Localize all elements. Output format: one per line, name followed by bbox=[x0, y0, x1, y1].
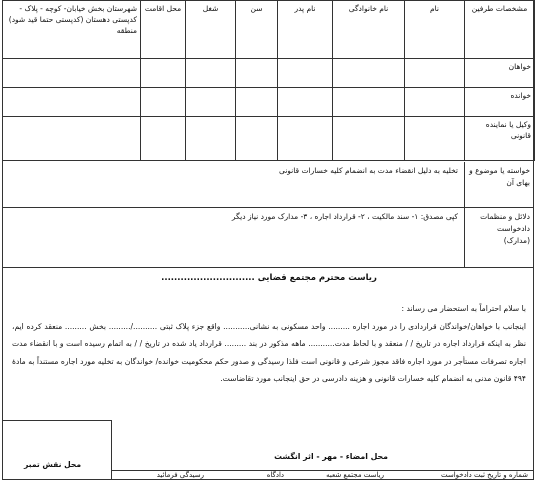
header-family: نام خانوادگی bbox=[333, 1, 405, 59]
request-section bbox=[2, 162, 534, 208]
registration-footer bbox=[112, 470, 534, 480]
plaintiff-family-cell[interactable] bbox=[333, 59, 405, 88]
evidence-label: دلائل و منظمات دادخواست (مدارک) bbox=[464, 208, 534, 267]
evidence-section bbox=[2, 208, 534, 268]
request-text[interactable]: تخلیه به دلیل انقضاء مدت به انضمام کلیه خسارات قانونی bbox=[278, 166, 458, 175]
header-job: شغل bbox=[186, 1, 236, 59]
agent-family-cell[interactable] bbox=[333, 117, 405, 161]
table-row bbox=[3, 117, 535, 161]
petition-body bbox=[12, 300, 526, 388]
parties-table bbox=[2, 0, 535, 161]
plaintiff-residence-cell[interactable] bbox=[141, 59, 186, 88]
defendant-family-cell[interactable] bbox=[333, 88, 405, 117]
header-age: سن bbox=[236, 1, 278, 59]
signature-label: محل امضاء - مهر - اثر انگشت bbox=[274, 452, 388, 461]
header-specs: مشخصات طرفین bbox=[465, 1, 535, 59]
footer-proceed: رسیدگی فرمائید bbox=[156, 471, 204, 479]
agent-residence-cell[interactable] bbox=[141, 117, 186, 161]
row-label-defendant: خوانده bbox=[465, 88, 535, 117]
addressee-heading: ریاست محترم مجتمع قضایی ............................. bbox=[161, 273, 377, 283]
footer-complex-head: ریاست مجتمع شعبه bbox=[326, 471, 384, 479]
agent-name-cell[interactable] bbox=[405, 117, 465, 161]
table-row bbox=[3, 88, 535, 117]
evidence-text[interactable]: کپی مصدق: ۱- سند مالکیت ، ۲- قرارداد اجاره ، ۳- مدارک مورد نیاز دیگر bbox=[231, 212, 458, 221]
footer-registration: شماره و تاریخ ثبت دادخواست bbox=[440, 471, 528, 479]
agent-age-cell[interactable] bbox=[236, 117, 278, 161]
plaintiff-father-cell[interactable] bbox=[278, 59, 333, 88]
table-row bbox=[3, 59, 535, 88]
header-address: شهرستان بخش خیابان- کوچه - پلاک - کدپستی دهستان (کدپستی حتما قید شود) منطقه bbox=[3, 1, 141, 59]
stamp-box bbox=[2, 420, 112, 480]
defendant-job-cell[interactable] bbox=[186, 88, 236, 117]
plaintiff-name-cell[interactable] bbox=[405, 59, 465, 88]
defendant-residence-cell[interactable] bbox=[141, 88, 186, 117]
defendant-age-cell[interactable] bbox=[236, 88, 278, 117]
footer-court: دادگاه bbox=[266, 471, 284, 479]
header-residence: محل اقامت bbox=[141, 1, 186, 59]
petition-paragraph[interactable]: اینجانب با خواهان/خواندگان قراردادی را در مورد اجاره ......... واحد مسکونی به نشانی........... واقع جزء پلاک ثبتی ........../......... بخش ......... منعقد کرده ایم، نظر به اینکه قرارداد اجاره در تاریخ / / منعقد و با لحاظ مدت........... ماهه مذکور در بند ......... قرارداد یاد شده در تاریخ / / به اتمام رسیده است و با انقضاء مدت اجاره تصرفات مستأجر در مورد اجاره فاقد مجوز شرعی و قانونی است فلذا رسیدگی و صدور حکم محکومیت خوانده/ خواندگان به تخلیه مورد اجاره مستنداً به مادهٔ ۴۹۴ قانون مدنی به انضمام کلیه خسارات قانونی و هزینه دادرسی در حق اینجانب مورد تقاضاست. bbox=[12, 321, 526, 383]
request-label: خواسته یا موضوع و بهای آن bbox=[464, 162, 534, 207]
agent-address-cell[interactable] bbox=[3, 117, 141, 161]
header-name: نام bbox=[405, 1, 465, 59]
defendant-father-cell[interactable] bbox=[278, 88, 333, 117]
table-header-row bbox=[3, 1, 535, 59]
agent-job-cell[interactable] bbox=[186, 117, 236, 161]
plaintiff-address-cell[interactable] bbox=[3, 59, 141, 88]
plaintiff-age-cell[interactable] bbox=[236, 59, 278, 88]
defendant-name-cell[interactable] bbox=[405, 88, 465, 117]
stamp-label: محل نقش تمبر bbox=[24, 460, 82, 469]
row-label-agent: وکیل یا نماینده قانونی bbox=[465, 117, 535, 161]
greeting-line: با سلام احتراماً به استحضار می رساند : bbox=[401, 304, 526, 313]
agent-father-cell[interactable] bbox=[278, 117, 333, 161]
row-label-plaintiff: خواهان bbox=[465, 59, 535, 88]
defendant-address-cell[interactable] bbox=[3, 88, 141, 117]
header-father: نام پدر bbox=[278, 1, 333, 59]
plaintiff-job-cell[interactable] bbox=[186, 59, 236, 88]
